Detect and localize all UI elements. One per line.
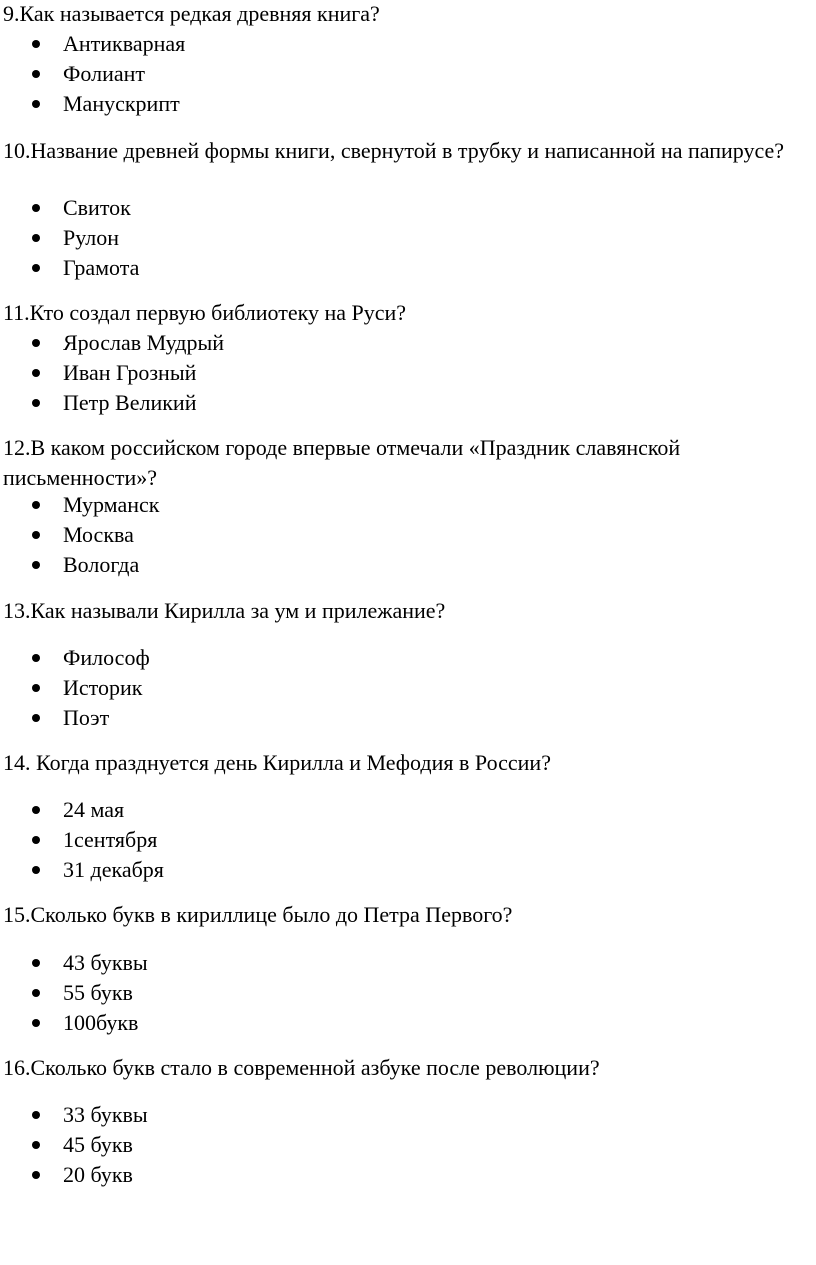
bullet-icon (32, 1171, 40, 1179)
question-9: 9.Как называется редкая древняя книга? (3, 1, 380, 26)
bullet-icon (32, 866, 40, 874)
bullet-icon (32, 684, 40, 692)
bullet-icon (32, 1019, 40, 1027)
question-15: 15.Сколько букв в кириллице было до Петра Первого? (3, 902, 513, 927)
bullet-icon (32, 531, 40, 539)
option-label: Вологда (63, 552, 140, 577)
option-label: Иван Грозный (63, 360, 197, 385)
question-11: 11.Кто создал первую библиотеку на Руси? (3, 300, 407, 325)
bullet-icon (32, 264, 40, 272)
bullet-icon (32, 501, 40, 509)
option-label: 24 мая (63, 797, 125, 822)
option-label: Историк (63, 675, 143, 700)
bullet-icon (32, 1141, 40, 1149)
bullet-icon (32, 204, 40, 212)
option-label: Манускрипт (63, 91, 180, 116)
option-label: Свиток (63, 195, 131, 220)
option-label: 31 декабря (63, 857, 164, 882)
question-16: 16.Сколько букв стало в современной азбуке после революции? (3, 1055, 600, 1080)
question-12: 12.В каком российском городе впервые отмечали «Праздник славянской письменности»? (3, 435, 681, 490)
question-14: 14. Когда празднуется день Кирилла и Мефодия в России? (3, 750, 551, 775)
option-label: 45 букв (63, 1132, 133, 1157)
bullet-icon (32, 806, 40, 814)
bullet-icon (32, 70, 40, 78)
bullet-icon (32, 836, 40, 844)
option-label: 55 букв (63, 980, 133, 1005)
bullet-icon (32, 561, 40, 569)
bullet-icon (32, 234, 40, 242)
option-label: 100букв (63, 1010, 139, 1035)
option-label: Мурманск (63, 492, 160, 517)
option-label: Петр Великий (63, 390, 197, 415)
option-label: Философ (63, 645, 150, 670)
option-label: Грамота (63, 255, 140, 280)
option-label: Поэт (63, 705, 110, 730)
bullet-icon (32, 1111, 40, 1119)
option-label: Ярослав Мудрый (63, 330, 224, 355)
bullet-icon (32, 959, 40, 967)
bullet-icon (32, 369, 40, 377)
option-label: Рулон (63, 225, 120, 250)
bullet-icon (32, 339, 40, 347)
option-label: 43 буквы (63, 950, 148, 975)
bullet-icon (32, 100, 40, 108)
question-10: 10.Название древней формы книги, свернутой в трубку и написанной на папирусе? (3, 138, 785, 163)
bullet-icon (32, 714, 40, 722)
option-label: 1сентября (63, 827, 158, 852)
bullet-icon (32, 989, 40, 997)
option-label: Фолиант (63, 61, 145, 86)
bullet-icon (32, 399, 40, 407)
option-label: 33 буквы (63, 1102, 148, 1127)
option-label: Москва (63, 522, 134, 547)
bullet-icon (32, 40, 40, 48)
bullet-icon (32, 654, 40, 662)
option-label: Антикварная (63, 31, 186, 56)
option-label: 20 букв (63, 1162, 133, 1187)
question-13: 13.Как называли Кирилла за ум и прилежание? (3, 598, 446, 623)
